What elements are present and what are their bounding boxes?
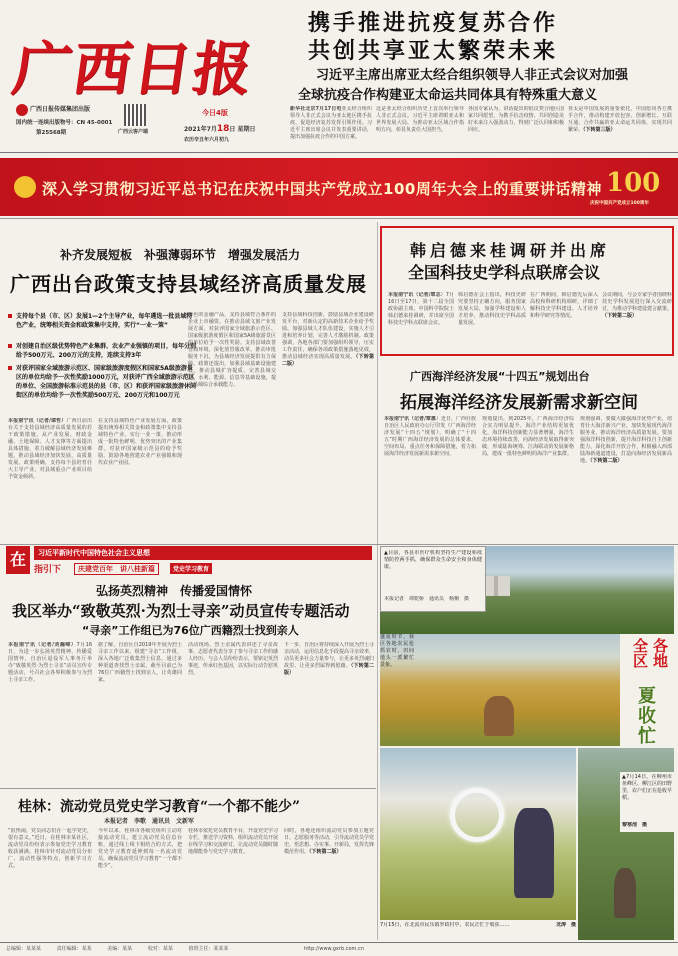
ocean-col-1: 本报南宁讯（记者/覃惠）近日，广西壮族自治区人民政府办公厅印发《广西海洋经济发展“十四五”规划》，明确了“十四五”时期广西海洋经济发展的总体要求、空间布局、重点任务和保障措施，着力拓展海洋经济发展新需求新空间。: [384, 416, 476, 457]
county-title: 广西出台政策支持县域经济高质量发展: [10, 272, 367, 296]
live-stream-photo: [380, 748, 576, 920]
summer-title-d: 收: [638, 706, 656, 727]
bullet-2: 对创建自治区级优势特色产业集群、农业产业强镇的项目，每年分别给予500万元、200万元的支持，连续支持3年: [16, 343, 197, 359]
bullet-square-icon: [8, 366, 12, 370]
harvest-caption-text: ▲7月14日，在柳州市鱼峰区、柳江区的田野里，农户们正在抢收早稻。: [622, 774, 672, 801]
column-strip: [4, 546, 376, 576]
lead-subtitle-1: 习近平主席出席亚太经合组织领导人非正式会议对加强: [316, 68, 629, 83]
summer-title-c: 夏: [638, 686, 656, 707]
centenary-seal: 100: [606, 168, 661, 198]
county-col-3: 特色的金融产品，支持县域符合条件的企业上市融资。在推动县域文旅产业发展方面，对获评国家全域旅游示范区、国家级旅游度假区和国家5A级旅游景区的单位给予一次性奖励。支持县域改善营商环境，深化放管服改革，推动审批服务下沉，为县域经济发展提供有力保障。政策还提出，加强县域基础设施建设，推动县城扩容提质，完善县域交通、水利、能源、信息等基础设施，提升县城综合承载能力。: [188, 312, 276, 388]
app-label: 广西云客户端: [118, 129, 149, 135]
ring-light-icon: [450, 788, 504, 842]
lead-column-3: 各国专家认为，讲话提出的倡议契合地区国家共同愿望，为携手抗击疫情、共同创造美好未来注入强劲动力，得到广泛认同和积极回应。: [468, 106, 564, 133]
summer-side-text: [380, 634, 414, 746]
harvest-photo: [380, 634, 620, 746]
martyr-story: [4, 578, 376, 788]
guilin-story: [4, 790, 376, 940]
martyr-col-3: 活动现场，烈士亲属代表讲述了寻亲故事，志愿者代表分享了参与寻亲工作的感人经历。与会人员纷纷表示，要铭记英烈事迹，传承红色基因，以实际行动告慰英烈。: [188, 642, 278, 676]
footer-item: 校对：某某: [147, 946, 173, 952]
caption-1: [380, 546, 486, 612]
presenter: [514, 808, 554, 898]
lead-column-1: 新华社北京7月17日电亚太经合组织领导人非正式会议为亚太地区携手抗疫、促进经济复苏发挥引领作用。习近平主席出席会议并发表重要讲话，提出加强抗疫合作的中国方案。: [290, 106, 372, 140]
guilin-col-4: 同时，各地还组织流动党员参加主题党日、志愿服务等活动，引导流动党员学党史、悟思想、办实事、开新局，发挥先锋模范作用。（下转第二版）: [284, 828, 374, 855]
guilin-col-1: “很热闹，党员同志们在一起学党史，很有意义。”近日，在桂林市某社区，流动党员纷纷表示参加党史学习教育收获满满。桂林市针对流动党员分布广、流动性强等特点，创新学习方式。: [8, 828, 92, 869]
martyr-col-2: 据了解，自治区自2019年开展为烈士寻亲工作以来，组建“寻亲”工作组，深入各地广泛收集烈士信息，通过多种渠道查找烈士亲属，截至目前已为76位广西籍烈士找到亲人，让英雄回家。: [98, 642, 182, 683]
publisher-logo-icon: [16, 104, 28, 116]
banner-text: 深入学习贯彻习近平总书记在庆祝中国共产党成立100周年大会上的重要讲话精神: [42, 180, 602, 198]
summer-title-a: 全区: [631, 638, 649, 668]
caption-1-credit: 本报记者 谭乾桥 通讯员 杨桐 摄: [384, 596, 470, 602]
bullet-1: 支持每个县（市、区）发展1—2个主导产业，每年遴选一批县域特色产业，统筹相关资金和政策集中支持，实行“一业一策”: [16, 313, 193, 329]
ocean-col-2: 规划提出，到2025年，广西海洋经济综合实力明显提升，海洋产业结构更加优化，海洋科技创新能力显著增强，海洋生态环境持续改善，向海经济发展取得新突破，形成陆海统筹、江海联动的发展新格局，建成一批特色鲜明的海洋产业集群。: [482, 416, 574, 457]
ocean-kicker: 广西海洋经济发展“十四五”规划出台: [410, 370, 590, 383]
party-emblem-icon: [14, 176, 36, 198]
lunar-date: 农历辛丑年六月初九: [184, 137, 230, 143]
column-tag: 在: [6, 546, 30, 574]
han-col-4: 会议期间，与会专家学者围绕科技史学科发展进行深入交流研讨，为推动学科建设建言献策。（下转第二版）: [602, 292, 672, 319]
guilin-title: 桂林：流动党员党史学习教育“一个都不能少”: [18, 799, 301, 815]
harvest-caption-credit: 黎寒池 摄: [622, 822, 648, 828]
bullet-3: 对获评国家全域旅游示范区、国家级旅游度假区和国家5A级旅游景区的单位均给予一次性奖励1000万元，对获评广西全域旅游示范区的单位、全国旅游标准示范县的县（市、区）和获评国家级旅游休闲街区的单位均给予一次性奖励500万元、200万元和100万元: [16, 365, 197, 399]
column-label: 指引下: [34, 565, 62, 575]
guilin-col-2: 今年以来，桂林市各级党组织主动对接流动党员，建立流动党员信息台账，通过线上线下相结合的方式，把党史学习教育延伸到每一名流动党员，确保流动党员学习教育“一个都不能少”。: [98, 828, 182, 869]
footer-item: 总编辑：某某某: [6, 946, 42, 952]
column-badge: 党史学习教育: [170, 563, 212, 574]
bullet-square-icon: [8, 314, 12, 318]
edition-count: 今日4版: [202, 109, 228, 117]
ocean-story: [380, 360, 674, 540]
lead-story: [282, 2, 674, 152]
han-story: [380, 226, 674, 356]
masthead-title: 广西日报: [8, 35, 259, 103]
county-col-2: 在支持县域特色产业发展方面，政策提出统筹相关资金和政策集中支持县域特色产业，实行一业一策，推动形成一批特色鲜明、优势突出的产业集群。对获评国家级示范县的给予奖励，鼓励各地创建农业产业强镇和现代农业产业园。: [98, 418, 182, 466]
summer-title-b: 各地: [651, 638, 669, 668]
lead-column-2: 这是亚太经合组织历史上首次举行领导人非正式会议。习近平主席着眼亚太和世界发展大局，为推动亚太区域合作指明方向，彰显负责任大国担当。: [376, 106, 464, 133]
lead-title-1: 携手推进抗疫复苏合作: [308, 10, 559, 36]
footer-item: 责任编辑：某某: [56, 946, 92, 952]
summer-side-paragraph: 盛夏时节，我区各地农民抢抓农时，田间地头一派繁忙景象。: [380, 634, 414, 668]
farmer-figure: [614, 868, 636, 918]
han-col-1: 本报南宁讯（记者/覃志）7月16日至17日，第十二届全国政协副主席、中国科学院院士韩启德来桂调研，并出席全国科技史学科点联席会议。: [388, 292, 454, 326]
martyr-title: 我区举办“致敬英烈·为烈士寻亲”动员宣传专题活动: [12, 602, 350, 620]
ocean-title: 拓展海洋经济发展新需求新空间: [400, 393, 638, 413]
martyr-col-1: 本报南宁讯（记者/刘瀚嵘）7月16日，为进一步弘扬英烈精神，传播爱国情怀，自治区退役军人事务厅举办“致敬英烈·为烈士寻亲”动员宣传专题活动，号召社会各界积极参与为烈士寻亲工作。: [8, 642, 92, 683]
masthead: [6, 4, 281, 144]
lead-column-4: 亚太是中国发展的重要依托，中国愿同各方携手合作，推动构建开放包容、创新增长、互联互通、合作共赢的亚太命运共同体，实现共同繁荣。（下转第三版）: [568, 106, 672, 133]
han-title-1: 韩启德来桂调研并出席: [410, 241, 611, 260]
martyr-kicker: 弘扬英烈精神 传播爱国情怀: [96, 584, 253, 598]
county-col-1: 本报南宁讯（记者/谭哲）广西日前出台关于支持县域经济高质量发展的若干政策措施，从产业发展、财政金融、土地保障、人才支撑等方面提出具体措施，着力破解县域经济发展难题，推动县域经济加快发展、高质量发展。政策明确，支持每个县培育壮大主导产业，对县域重点产业项目给予资金倾斜。: [8, 418, 92, 480]
issue-no: 第25568期: [36, 130, 67, 136]
footer-site-link[interactable]: http://www.gxrb.com.cn: [304, 946, 364, 952]
han-title-2: 全国科技史学科点联席会议: [408, 263, 601, 282]
column-slogan: 庆建党百年 讲八桂新篇: [74, 563, 159, 575]
guilin-byline: 本报记者 李歌 通讯员 文新军: [104, 818, 195, 825]
bullet-square-icon: [8, 344, 12, 348]
publisher-name: 广西日报传媒集团出版: [30, 106, 91, 113]
county-kicker: 补齐发展短板 补强薄弱环节 增强发展活力: [60, 248, 301, 262]
issn: 国内统一连续出版物号：CN 45-0001: [16, 120, 113, 126]
lead-title-2: 共创共享亚太繁荣未来: [308, 38, 559, 64]
guilin-col-3: 桂林市依托党员教育平台，开设党史学习专栏，推送学习资料，组织流动党员开展在线学习和交流研讨，让流动党员随时随地都能参与党史学习教育。: [188, 828, 278, 855]
harvest-caption: [620, 772, 674, 832]
theme-banner: [0, 158, 678, 216]
issue-date: 2021年7月18日 星期日: [184, 124, 256, 134]
footer-item: 美编：某某: [107, 946, 133, 952]
county-bullets: [8, 312, 198, 412]
martyr-subtitle: “寻亲”工作组已为76位广西籍烈士找到亲人: [82, 624, 299, 637]
caption-1-text: ▲目前，各县市医疗机构坚持生产建设和疫情防控两手抓，确保群众生命安全和身体健康。: [384, 550, 482, 570]
qr-code-icon: [124, 104, 146, 126]
centenary-caption: 庆祝中国共产党成立100周年: [590, 201, 649, 206]
han-col-2: 韩启德在会上指出，科技史研究要坚持正确方向，服务国家发展大局，加强学科建设和人才培养，推动科技史学科高质量发展。: [458, 292, 526, 326]
column-header: 习近平新时代中国特色社会主义思想: [34, 546, 372, 560]
county-story: [4, 220, 376, 544]
footer-item: 值班主任：某某某: [188, 946, 229, 952]
summer-title: [620, 634, 674, 746]
footer: [0, 942, 678, 956]
summer-title-e: 忙: [638, 726, 656, 747]
lead-subtitle-2: 全球抗疫合作构建亚太命运共同体具有特殊重大意义: [298, 88, 598, 103]
ocean-col-3: 规划强调，要做大做强海洋优势产业，培育壮大海洋新兴产业，加快发展现代海洋服务业，推动海洋经济高质量发展。要加强海洋科技创新，提升海洋科技自主创新能力，深化海洋开放合作，积极融入西部陆海新通道建设，打造向海经济发展新高地。（下转第二版）: [580, 416, 672, 464]
han-col-3: 在广西期间，韩启德先后深入高校和科研机构调研，详细了解科技史学科建设、人才培养和科学研究等情况。: [530, 292, 598, 319]
county-col-4: 支持县域科技创新，鼓励县域企业建设研发平台，对新认定的高新技术企业给予奖励。加强县域人才队伍建设，实施人才引进和培养计划，完善人才激励机制。政策强调，各地各部门要加强组织领导，压实工作责任，确保各项政策措施落地见效，推动县域经济实现高质量发展。（下转第二版）: [282, 312, 374, 367]
harvest-worker: [484, 696, 514, 736]
martyr-col-4: 下一步，自治区将持续深入开展为烈士寻亲活动，运用信息化手段提高寻亲效率，动员更多社会力量参与，让更多英烈魂归故里、让更多烈属得到慰藉。（下转第二版）: [284, 642, 374, 676]
live-stream-caption: 7月15日，在北流市民乐镇罗政村中，农民正忙于收获…… 龙涛 摄: [380, 922, 576, 928]
